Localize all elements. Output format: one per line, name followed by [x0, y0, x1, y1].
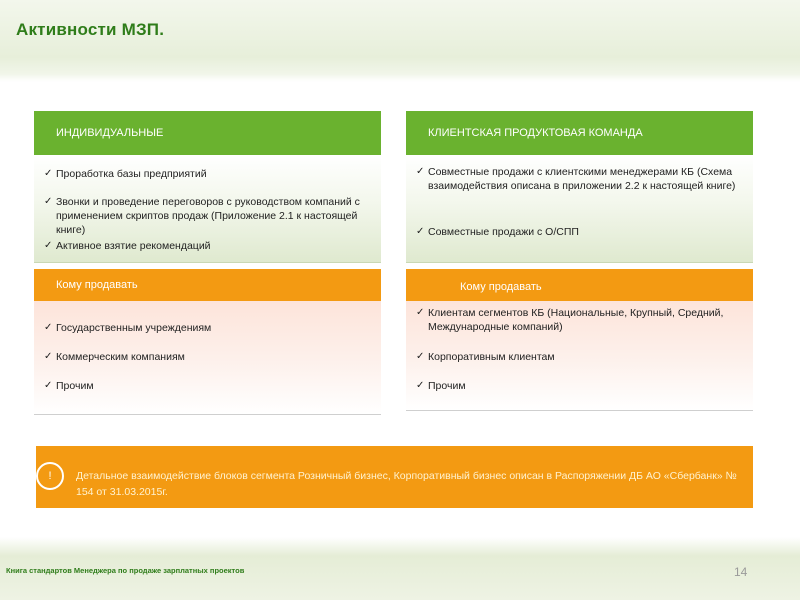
list-item: ✓ Звонки и проведение переговоров с руководством компаний с применением скриптов продаж (Приложение 2.1 к настоящей книге)	[44, 196, 360, 236]
right-header-label: КЛИЕНТСКАЯ ПРОДУКТОВАЯ КОМАНДА	[428, 127, 643, 139]
check-icon: ✓	[44, 240, 53, 251]
list-item: ✓ Активное взятие рекомендаций	[44, 240, 211, 252]
right-header	[406, 111, 753, 155]
check-icon: ✓	[416, 166, 425, 177]
right-sell-header	[406, 269, 753, 301]
left-panel	[34, 111, 381, 415]
list-item: ✓ Совместные продажи с клиентскими менеджерами КБ (Схема взаимодействия описана в приложении 2.2 к настоящей книге)	[416, 166, 736, 192]
list-item: ✓ Государственным учреждениям	[44, 322, 212, 334]
list-item: ✓ Совместные продажи с О/СПП	[416, 226, 579, 238]
list-item: ✓ Прочим	[44, 380, 94, 392]
right-panel	[406, 111, 753, 415]
header-band	[0, 0, 800, 82]
exclamation-icon: !	[36, 462, 64, 490]
left-activities	[34, 155, 381, 263]
list-item: ✓ Корпоративным клиентам	[416, 351, 555, 363]
check-icon: ✓	[44, 380, 53, 391]
check-icon: ✓	[44, 322, 53, 333]
right-sell-header-label: Кому продавать	[460, 281, 542, 293]
list-item: ✓ Клиентам сегментов КБ (Национальные, Крупный, Средний, Международные компаний)	[416, 307, 724, 333]
right-sell-list	[406, 301, 753, 411]
list-item: ✓ Прочим	[416, 380, 466, 392]
note-bar	[36, 446, 753, 508]
page-title: Активности МЗП.	[16, 20, 165, 39]
list-item: ✓ Коммерческим компаниям	[44, 351, 185, 363]
check-icon: ✓	[416, 226, 425, 237]
right-activities	[406, 155, 753, 263]
check-icon: ✓	[416, 380, 425, 391]
left-sell-header-label: Кому продавать	[56, 279, 138, 291]
list-item: ✓ Проработка базы предприятий	[44, 168, 207, 180]
note-text: Детальное взаимодействие блоков сегмента Розничный бизнес, Корпоративный бизнес описан в Распоряжении ДБ АО «Сбербанк» № 154 от 31.03.2015г.	[76, 470, 737, 498]
left-sell-list	[34, 301, 381, 415]
check-icon: ✓	[44, 196, 53, 207]
page-number: 14	[734, 565, 748, 579]
left-sell-header	[34, 269, 381, 301]
left-header-label: ИНДИВИДУАЛЬНЫЕ	[56, 127, 164, 139]
check-icon: ✓	[416, 307, 425, 318]
check-icon: ✓	[416, 351, 425, 362]
left-header	[34, 111, 381, 155]
check-icon: ✓	[44, 351, 53, 362]
check-icon: ✓	[44, 168, 53, 179]
footer-text: Книга стандартов Менеджера по продаже зарплатных проектов	[6, 566, 245, 575]
